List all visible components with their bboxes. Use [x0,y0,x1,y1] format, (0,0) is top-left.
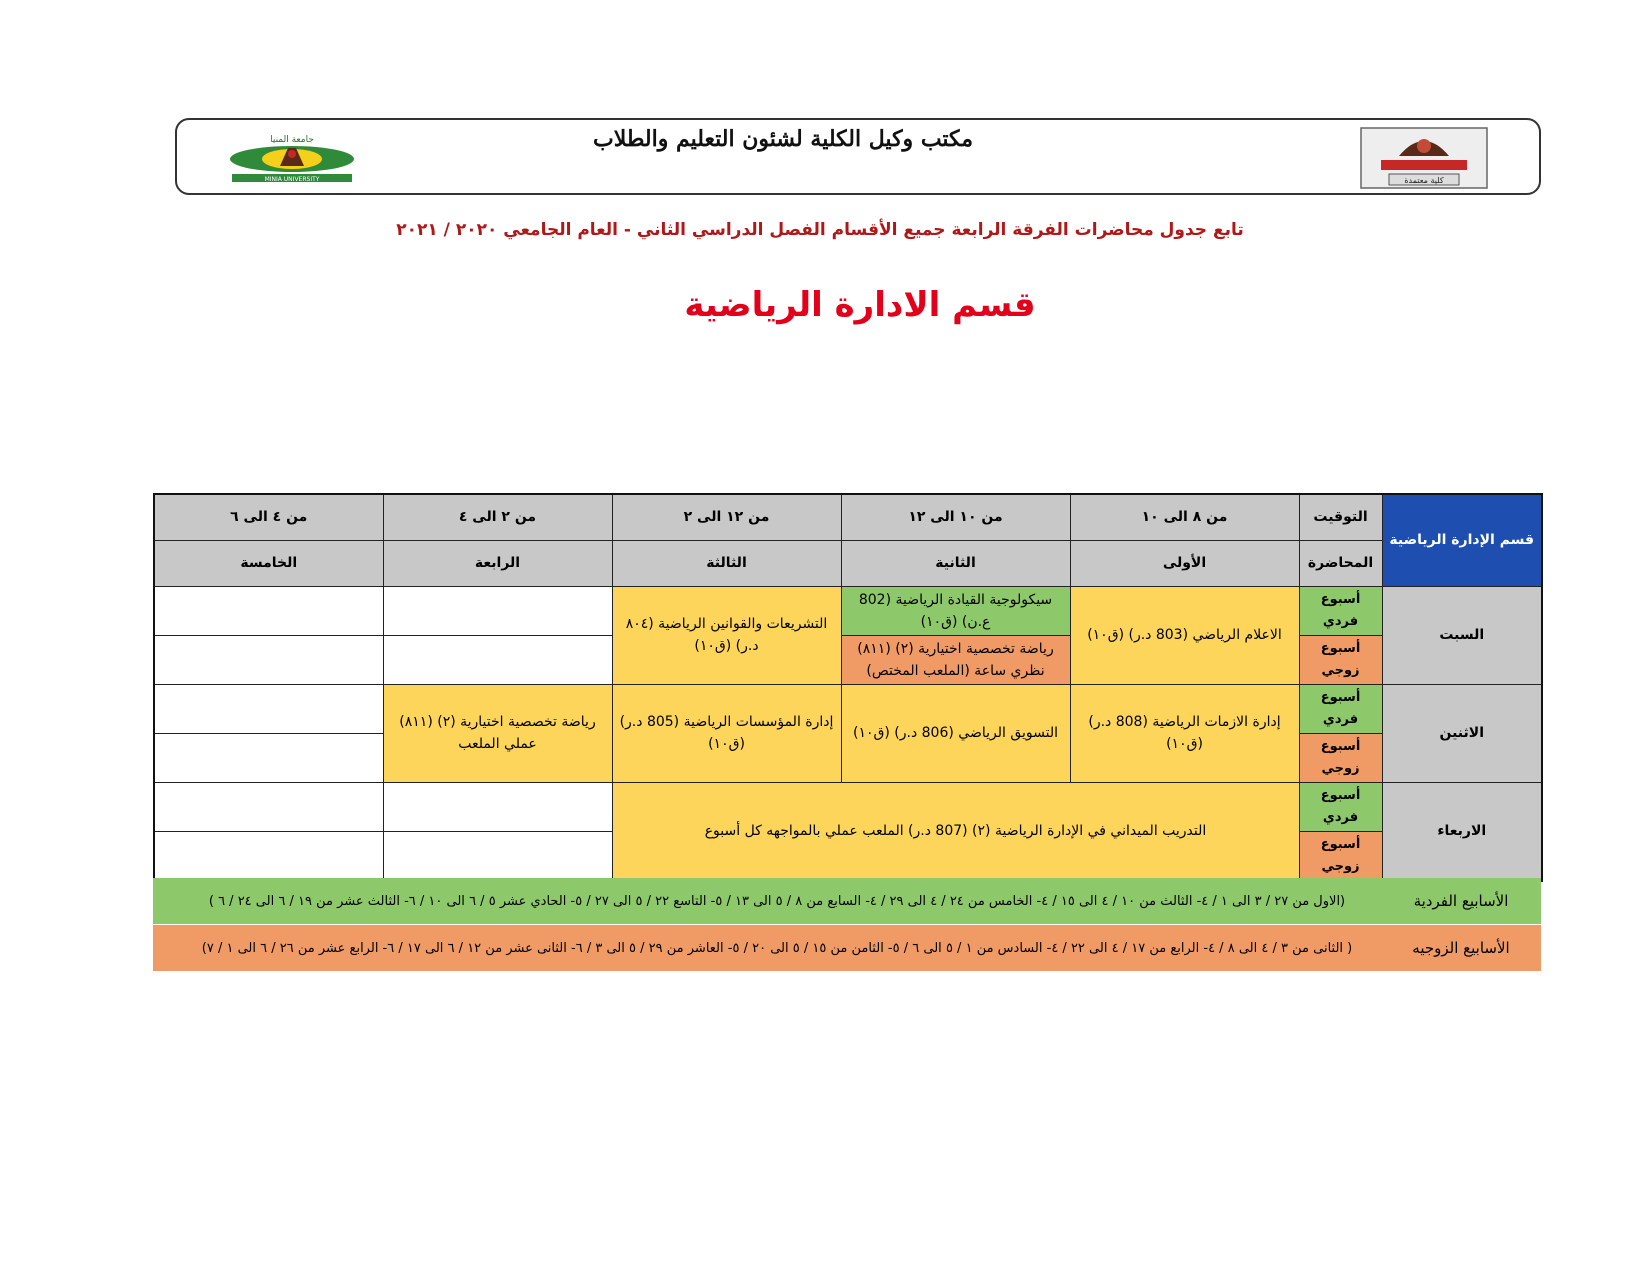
time-slot-2: من ١٠ الى ١٢ [841,494,1070,540]
svg-text:جامعة المنيا: جامعة المنيا [270,135,314,145]
monday-lecture-2: التسويق الرياضي (806 د.ر) (ق١٠) [841,684,1070,782]
lecture-2: الثانية [841,540,1070,586]
empty-cell [154,684,383,733]
schedule-table [153,493,1543,882]
monday-lecture-3: إدارة المؤسسات الرياضية (805 د.ر) (ق١٠) [612,684,841,782]
day-wednesday: الاربعاء [1382,782,1542,881]
saturday-even-row [154,635,1542,684]
time-slot-3: من ١٢ الى ٢ [612,494,841,540]
lecture-label: المحاضرة [1299,540,1382,586]
even-weeks-bar [153,925,1541,971]
even-weeks-dates: ( الثانى من ٣ / ٤ الى ٨ / ٤- الرابع من ١٧ / ٤ الى ٢٢ / ٤- السادس من ١ / ٥ الى ٦ / ٥- الثامن من ١٥ / ٥ الى ٢٠ / ٥- العاشر من ٢٩ / ٥ الى ٣ / ٦- الثانى عشر من ١٢ / ٦ الى ١٧ / ٦- الرابع عشر من ٢٦ / ٦ الى ١ / ٧) [201,940,1353,956]
office-title: مكتب وكيل الكلية لشئون التعليم والطلاب [593,126,973,152]
saturday-lecture-2-even: رياضة تخصصية اختيارية (٢) (٨١١) نظري ساعة (الملعب المختص) [841,635,1070,684]
wednesday-odd-row [154,782,1542,831]
saturday-lecture-3: التشريعات والقوانين الرياضية (٨٠٤ د.ر) (ق١٠) [612,586,841,684]
department-corner-cell: قسم الإدارة الرياضية [1382,494,1542,586]
empty-cell [383,831,612,881]
lecture-4: الرابعة [383,540,612,586]
odd-weeks-label: الأسابيع الفردية [1413,892,1509,910]
monday-lecture-1: إدارة الازمات الرياضية (808 د.ر) (ق١٠) [1070,684,1299,782]
empty-cell [154,635,383,684]
monday-lecture-4: رياضة تخصصية اختيارية (٢) (٨١١) عملي الملعب [383,684,612,782]
empty-cell [383,635,612,684]
time-label: التوقيت [1299,494,1382,540]
lecture-3: الثالثة [612,540,841,586]
saturday-lecture-2-odd: سيكولوجية القيادة الرياضية (802 ع.ن) (ق١٠) [841,586,1070,635]
even-weeks-label: الأسابيع الزوجيه [1412,939,1510,957]
lecture-header-row [154,540,1542,586]
time-slot-1: من ٨ الى ١٠ [1070,494,1299,540]
empty-cell [154,733,383,782]
schedule-subtitle: تابع جدول محاضرات الفرقة الرابعة جميع الأقسام الفصل الدراسي الثاني - العام الجامعي ٢٠٢٠ / ٢٠٢١ [396,220,1244,240]
time-slot-5: من ٤ الى ٦ [154,494,383,540]
even-week-label: أسبوع زوجي [1299,831,1382,881]
empty-cell [154,586,383,635]
lecture-5: الخامسة [154,540,383,586]
department-title: قسم الادارة الرياضية [684,285,1036,325]
odd-week-label: أسبوع فردي [1299,586,1382,635]
empty-cell [154,831,383,881]
faculty-logo [1359,126,1489,190]
odd-week-label: أسبوع فردي [1299,782,1382,831]
odd-weeks-bar [153,878,1541,924]
time-header-row [154,494,1542,540]
even-week-label: أسبوع زوجي [1299,635,1382,684]
odd-weeks-dates: (الاول من ٢٧ / ٣ الى ١ / ٤- الثالث من ١٠ / ٤ الى ١٥ / ٤- الخامس من ٢٤ / ٤ الى ٢٩ / ٤- السابع من ٨ / ٥ الى ١٣ / ٥- التاسع ٢٢ / ٥ الى ٢٧ / ٥- الحادي عشر ٥ / ٦ الى ١٠ / ٦- الثالث عشر من ١٩ / ٦ الى ٢٤ / ٦ ) [208,893,1346,909]
time-slot-4: من ٢ الى ٤ [383,494,612,540]
empty-cell [154,782,383,831]
monday-odd-row [154,684,1542,733]
university-logo-text: MINIA UNIVERSITY [264,176,320,183]
empty-cell [383,586,612,635]
day-monday: الاثنين [1382,684,1542,782]
odd-week-label: أسبوع فردي [1299,684,1382,733]
saturday-lecture-1: الاعلام الرياضي (803 د.ر) (ق١٠) [1070,586,1299,684]
saturday-odd-row [154,586,1542,635]
header-banner [175,118,1541,195]
day-saturday: السبت [1382,586,1542,684]
empty-cell [383,782,612,831]
wednesday-field-training: التدريب الميداني في الإدارة الرياضية (٢) (807 د.ر) الملعب عملي بالمواجهه كل أسبوع [612,782,1299,881]
faculty-logo-text: كلية معتمدة [1404,176,1444,185]
lecture-1: الأولى [1070,540,1299,586]
even-week-label: أسبوع زوجي [1299,733,1382,782]
